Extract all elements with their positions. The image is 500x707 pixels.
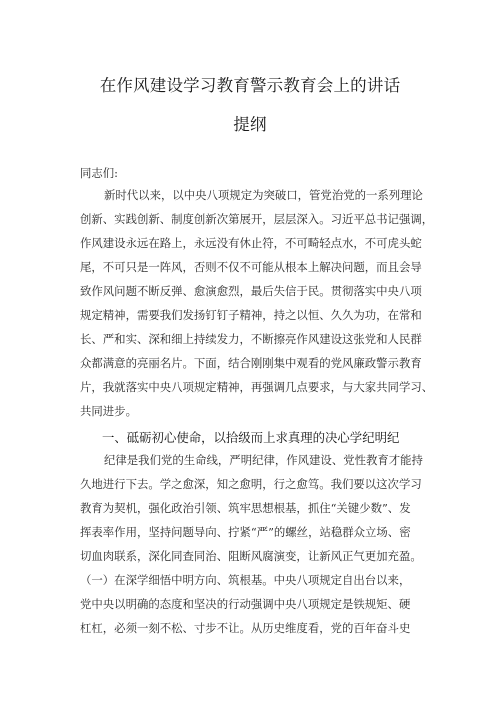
body-line: （一）在深学细悟中明方向、筑根基。中央八项规定自出台以来， xyxy=(80,573,411,587)
body-line: 长、严和实、深和细上持续发力，不断擦亮作风建设这张党和人民群 xyxy=(80,332,422,346)
body-line: 挥表率作用，坚持问题导向、拧紧“严”的螺丝，站稳群众立场、密 xyxy=(80,525,411,539)
body-line: 创新、实践创新、制度创新次第展开，层层深入。习近平总书记强调， xyxy=(80,212,434,226)
body-line: 教育为契机，强化政治引领、筑牢思想根基，抓住“关键少数”、发 xyxy=(80,501,411,515)
body-line: 规定精神，需要我们发扬钉钉子精神，持之以恒、久久为功，在常和 xyxy=(80,308,422,322)
salutation: 同志们: xyxy=(80,166,119,180)
body-line: 片，我就落实中央八项规定精神，再强调几点要求，与大家共同学习、 xyxy=(80,380,434,394)
body-line: 久地进行下去。学之愈深，知之愈明，行之愈笃。我们要以这次学习 xyxy=(80,477,422,491)
body-line: 共同进步。 xyxy=(80,404,137,418)
document-subtitle: 提纲 xyxy=(233,115,267,134)
body-line: 作风建设永远在路上，永远没有休止符，不可畸轻点水，不可虎头蛇 xyxy=(80,236,422,250)
section-heading: 一、砥砺初心使命，以拾级而上求真理的决心学纪明纪 xyxy=(102,430,400,445)
document-title: 在作风建设学习教育警示教育会上的讲话 xyxy=(99,76,401,95)
body-line: 切血肉联系，深化同查同治、阻断风腐演变，让新风正气更加充盈。 xyxy=(80,549,422,563)
body-line: 众都满意的亮丽名片。下面，结合刚刚集中观看的党风廉政警示教育 xyxy=(80,356,422,370)
body-line: 杠杠，必须一刻不松、寸步不让。从历史维度看，党的百年奋斗史 xyxy=(80,621,411,635)
body-line: 纪律是我们党的生命线，严明纪律，作风建设、党性教育才能持 xyxy=(104,453,423,467)
body-line: 致作风问题不断反弹、愈演愈烈，最后失信于民。贯彻落实中央八项 xyxy=(80,284,422,298)
body-line: 尾，不可只是一阵风，否则不仅不可能从根本上解决问题，而且会导 xyxy=(80,260,422,274)
body-line: 新时代以来，以中央八项规定为突破口，管党治党的一系列理论 xyxy=(104,188,423,202)
body-line: 党中央以明确的态度和坚决的行动强调中央八项规定是铁规矩、硬 xyxy=(80,597,411,611)
